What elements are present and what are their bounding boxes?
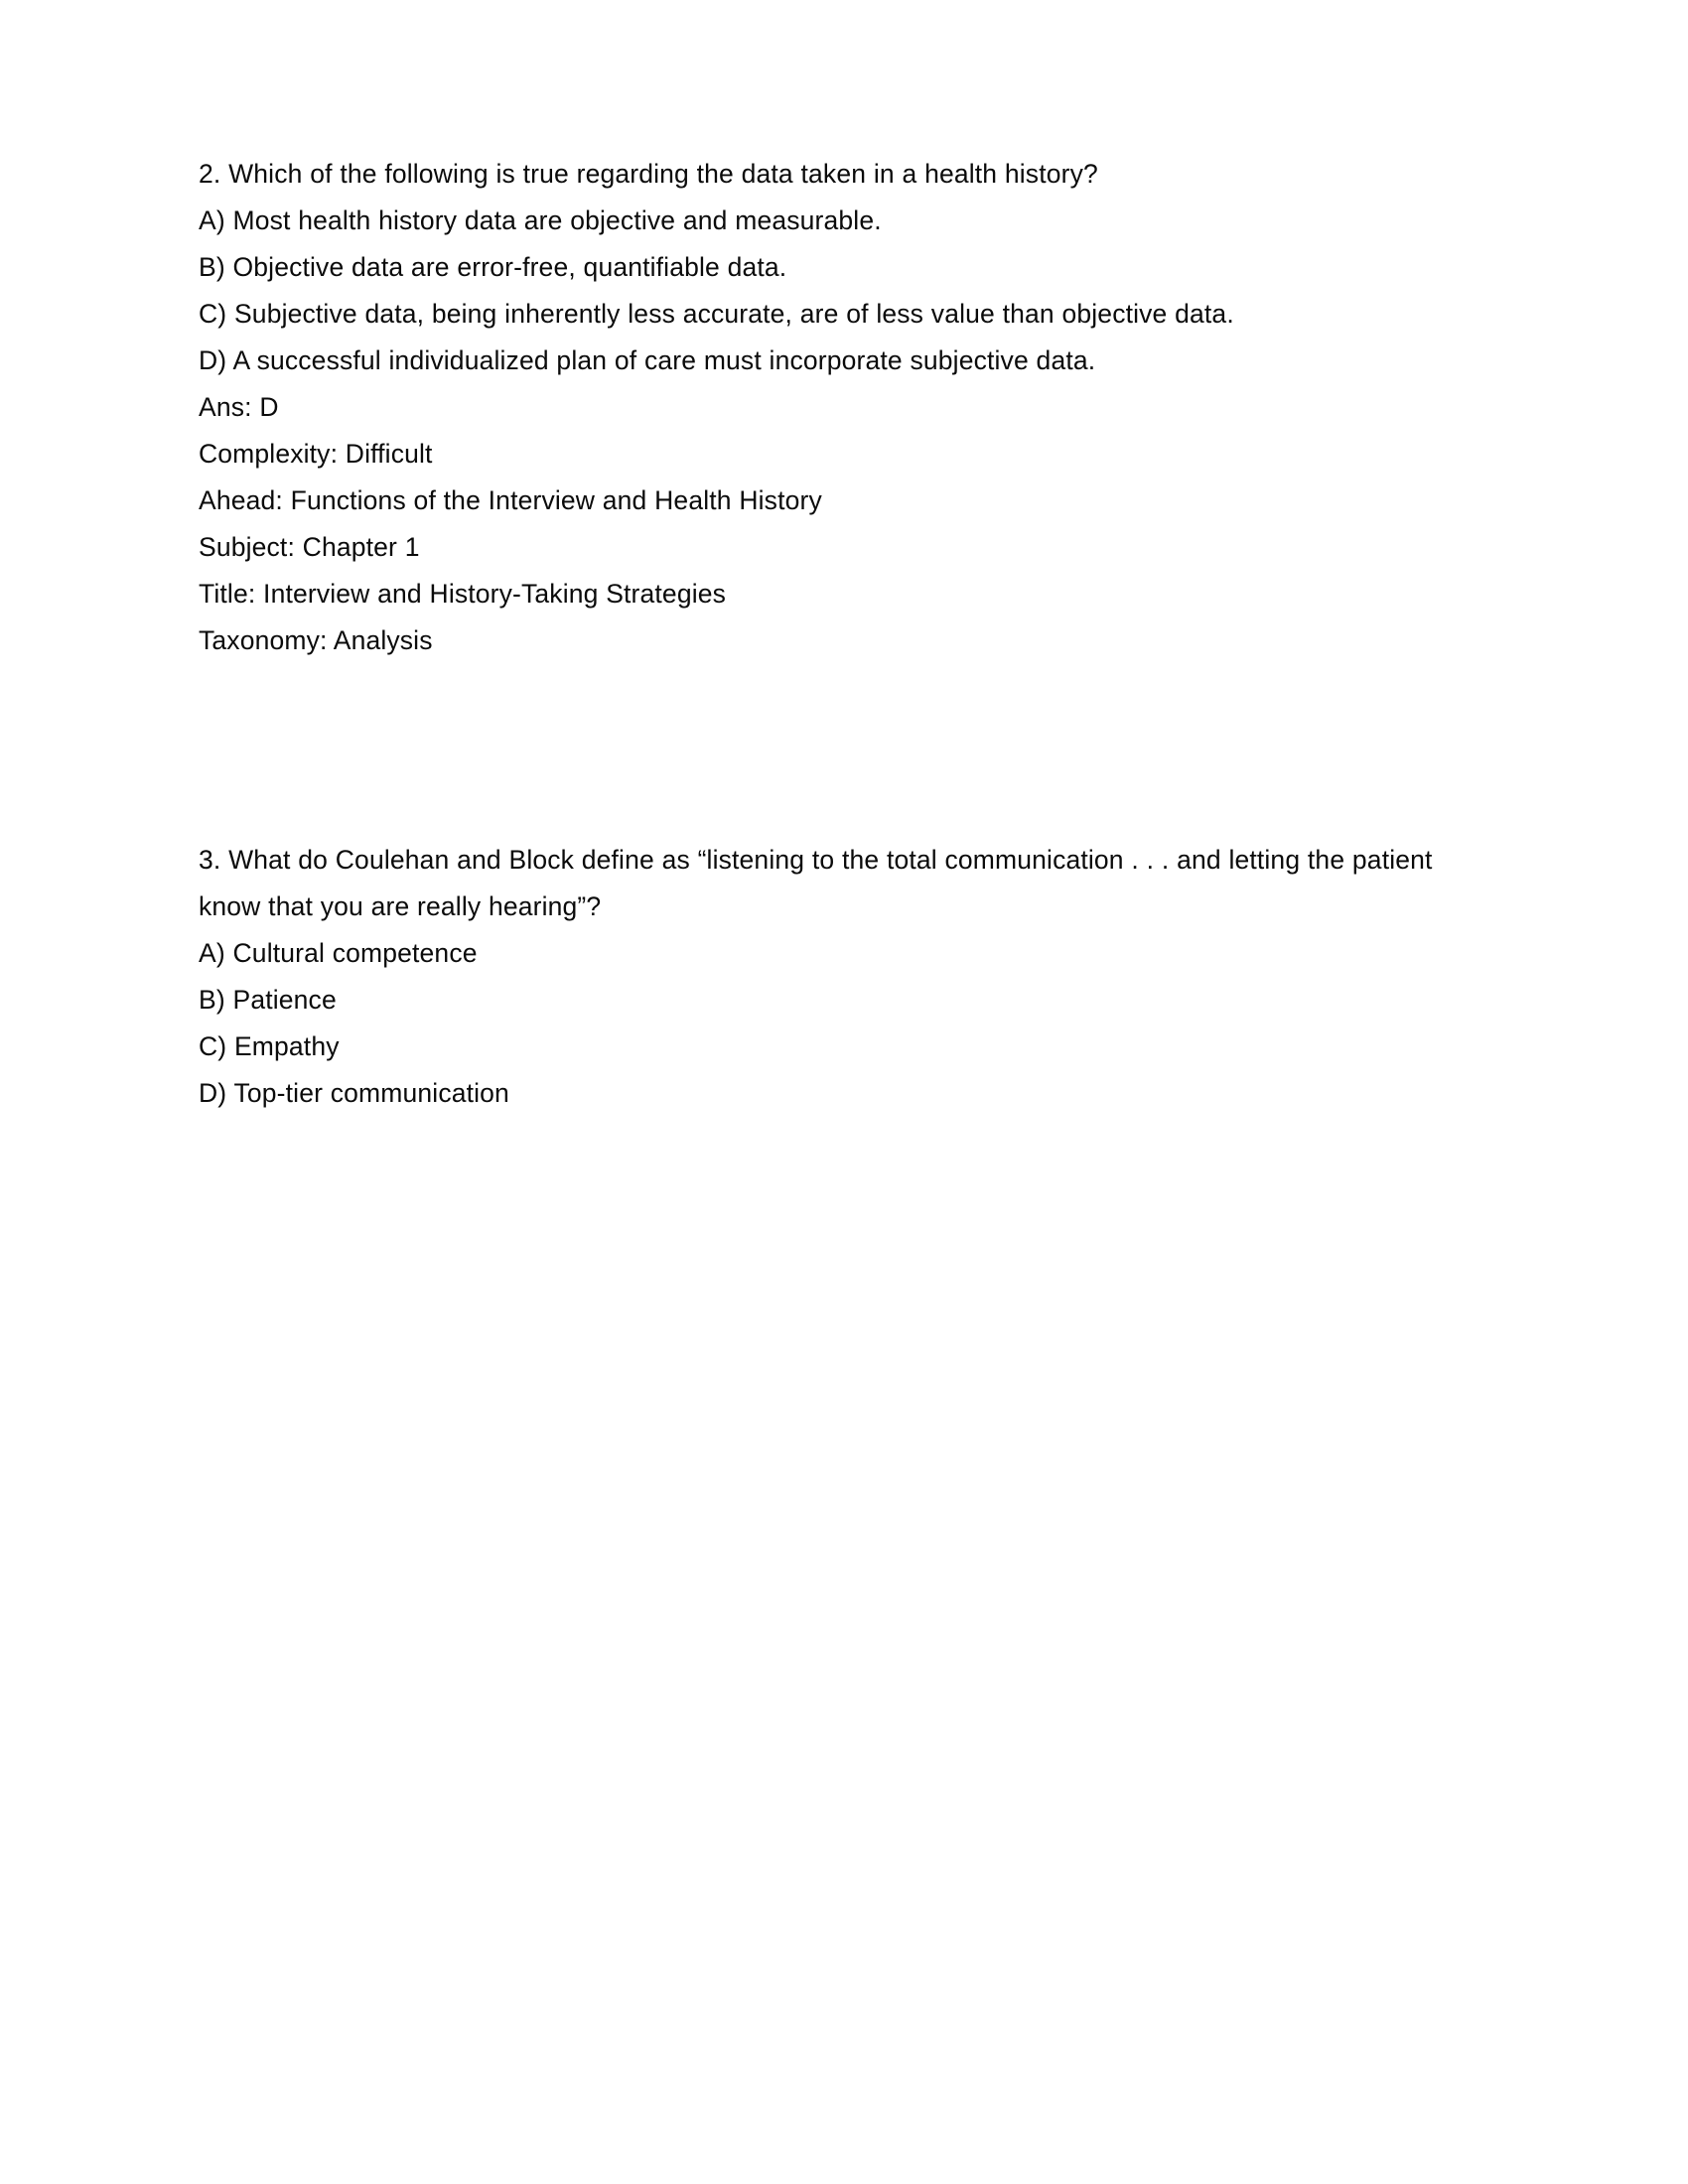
ahead-line: Ahead: Functions of the Interview and Health History <box>199 485 822 515</box>
title-line: Title: Interview and History-Taking Strategies <box>199 579 727 609</box>
question-option-c: C) Empathy <box>199 1031 340 1061</box>
question-option-a: A) Cultural competence <box>199 938 478 968</box>
block-spacer <box>199 664 1479 837</box>
question-option-d: D) Top-tier communication <box>199 1078 509 1108</box>
complexity-line: Complexity: Difficult <box>199 439 433 469</box>
answer-line: Ans: D <box>199 392 279 422</box>
question-stem: 3. What do Coulehan and Block define as “listening to the total communication . . . and letting the patient know that you are really hearing”? <box>199 845 1433 921</box>
subject-line: Subject: Chapter 1 <box>199 532 420 562</box>
question-block-2 <box>199 151 1479 664</box>
question-option-d: D) A successful individualized plan of care must incorporate subjective data. <box>199 345 1096 375</box>
question-option-b: B) Objective data are error-free, quantifiable data. <box>199 252 787 282</box>
document-body <box>199 151 1479 1117</box>
question-option-c: C) Subjective data, being inherently less accurate, are of less value than objective data. <box>199 299 1234 329</box>
question-option-b: B) Patience <box>199 985 337 1015</box>
question-option-a: A) Most health history data are objective and measurable. <box>199 205 882 235</box>
taxonomy-line: Taxonomy: Analysis <box>199 625 433 655</box>
question-stem: 2. Which of the following is true regarding the data taken in a health history? <box>199 159 1098 189</box>
question-block-3 <box>199 837 1479 1117</box>
